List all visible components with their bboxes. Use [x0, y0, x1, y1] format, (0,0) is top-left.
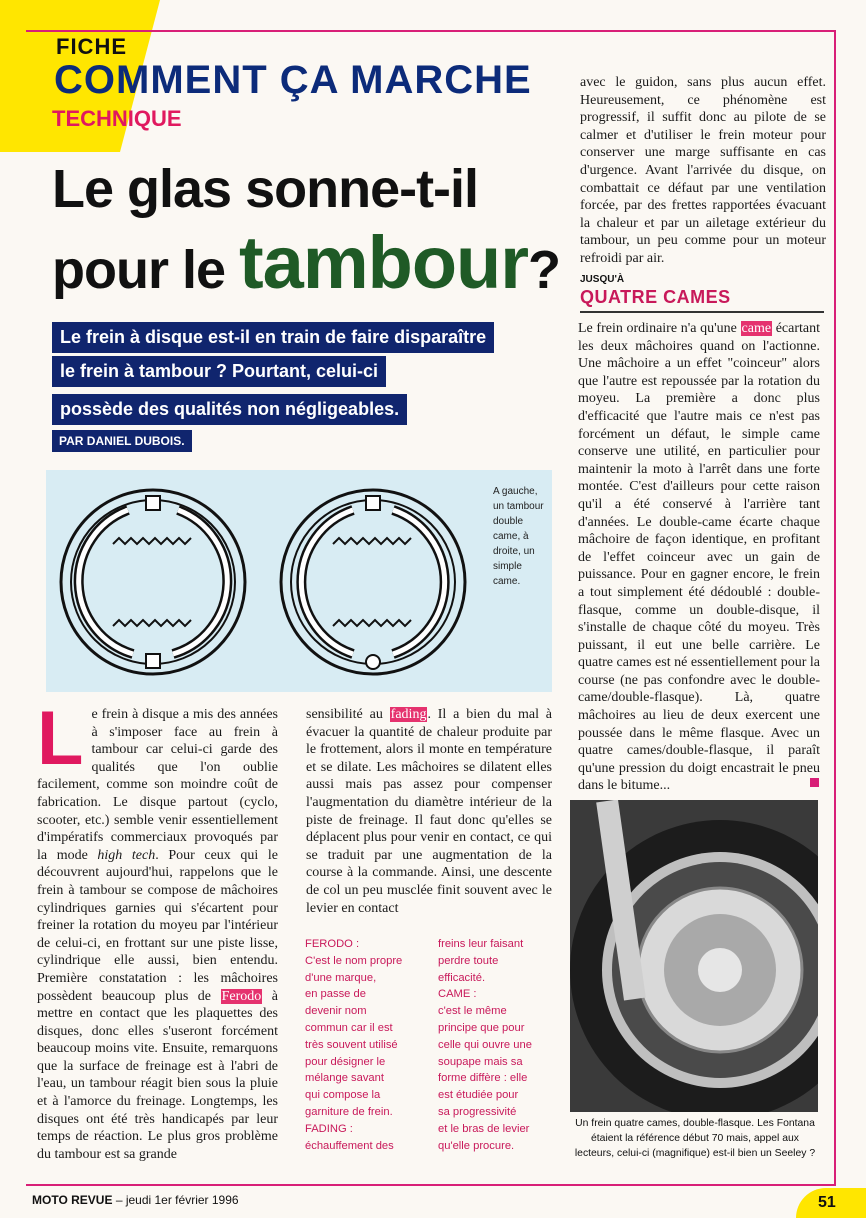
four-cam-brake-photo — [570, 800, 818, 1112]
end-of-article-mark — [810, 778, 819, 787]
article-column-3-bottom: Le frein ordinaire n'a qu'une came écartant les deux mâchoires quand on l'actionne. Une mâchoire a un effet "coinceur" alors que l'autre est repoussée par la rotation du moyeu. La première a donc plus d'efficacité que l'autre mais ce n'est pas forcément un défaut, le simple came conserve une utilité, en particulier pour maintenir la moto à l'arrêt dans une forte montée. C'est d'ailleurs pour cette raison qu'il a été conservé à l'arrière tant d'années. Le double-came écarte chaque mâchoire de façon identique, en profitant de l'effet coinceur avec un gain de puissance. Pour en gagner encore, le frein a tout simplement été dédoublé : double-flasque, comme un double-disque, il s'installe de chaque côté du moyeu. Très puissant, il eut une belle carrière. Le quatre cames est né essentiellement pour la course (ne pas confondre avec le double-came/double-flasque). Là, quatre mâchoires au lieu de deux exercent une poussée dans le même flasque. Avec un quatre cames/double-flasque, il paraît qu'une pression du doigt encastrait le pneu dans le bitume... — [578, 321, 821, 794]
section-title: COMMENT ÇA MARCHE — [54, 58, 532, 102]
section-label-technique: TECHNIQUE — [52, 106, 182, 131]
article-column-2: sensibilité au fading. Il a bien du mal à évacuer la quantité de chaleur produite par le frottement, alors il monte en température et se dilate. Les mâchoires se dilatent elles aussi mais pas assez pour compenser l'augmentation du diamètre intérieur de la piste de freinage. Il faut donc qu'elles se déplacent plus pour venir en contact, ce qui se traduit par une augmentation de la course à la commande. Ainsi, une descente de col un peu musclée finit souvent avec le levier en contact — [306, 707, 553, 916]
article-column-3-top: avec le guidon, sans plus aucun effet. Heureusement, ce phénomène est progressif, il suffit donc au pilote de se calmer et d'utiliser le frein moteur pour conserver une marge suffisante en cas d'urgence. Avant l'arrivée du disque, on combattait ce défaut par une ventilation forcée, par des frettes rapportées évacuant la chaleur et par un ailetage extérieur du tambour, un peu comme pour un moteur refroidi par air. — [580, 75, 826, 266]
highlight-came: came — [741, 321, 772, 336]
headline-keyword: tambour — [239, 221, 529, 304]
headline-line1: Le glas sonne-t-il — [52, 159, 479, 219]
double-cam-drum-icon — [61, 490, 245, 674]
byline: PAR DANIEL DUBOIS. — [52, 430, 552, 452]
single-cam-drum-icon — [281, 490, 465, 674]
section-label-fiche: FICHE — [56, 34, 127, 59]
footer-credit: MOTO REVUE – jeudi 1er février 1996 — [32, 1193, 239, 1207]
page-number: 51 — [818, 1194, 836, 1211]
glossary-column-a: FERODO : C'est le nom propre d'une marque, en passe de devenir nom commun car il est très souvent utilisé pour désigner le mélange savant qui compose la garniture de frein. FADING : échauffement des — [305, 938, 403, 1152]
glossary-column-b: freins leur faisant perdre toute efficacité. CAME : c'est le même principe que pour celle qui ouvre une soupape mais sa forme diffère : elle est étudiée pour sa progressivité et le bras de levier qu'elle procure. — [438, 938, 532, 1152]
drum-brake-diagram — [46, 470, 552, 692]
headline-question: ? — [528, 240, 561, 300]
drum-diagrams-svg — [46, 470, 552, 692]
subhead: QUATRE CAMES — [580, 287, 731, 307]
headline-prefix: pour le — [52, 240, 226, 300]
page-number-tab — [796, 1188, 866, 1218]
wheel-photo-illustration — [570, 800, 818, 1112]
chapo-line-1: Le frein à disque est-il en train de faire disparaître — [52, 322, 552, 353]
chapo-line-3: possède des qualités non négligeables. — [52, 394, 552, 425]
subhead-kicker: JUSQU'À — [580, 274, 625, 285]
chapo-line-2: le frein à tambour ? Pourtant, celui-ci — [52, 356, 552, 387]
dropcap: L — [37, 696, 84, 781]
subhead-rule — [580, 311, 824, 313]
highlight-ferodo: Ferodo — [221, 988, 262, 1004]
highlight-fading: fading — [390, 707, 427, 722]
photo-caption: Un frein quatre cames, double-flasque. Les Fontana étaient la référence début 70 mais, appel aux lecteurs, celui-ci (magnifique) est-il bien un Seeley ? — [574, 1118, 816, 1159]
article-column-1: Le frein à disque a mis des années à s'imposer face au frein à tambour car celui-ci garde des qualités que l'on oublie facilement, comme son moindre coût de fabrication. Le disque partout (cyclo, scooter, etc.) semble venir essentiellement d'impératifs commerciaux provoqués par la mode high tech. Pour ceux qui le découvrent aujourd'hui, rappelons que le frein à tambour se compose de mâchoires cylindriques garnies qui s'écartent pour freiner la rotation du moyeu par l'intérieur de celui-ci, en frottant sur une piste lisse, cylindrique elle aussi, bien entendu. Première constatation : les mâchoires possèdent beaucoup plus de Ferodo à mettre en contact que les plaquettes des disques, donc elles s'useront forcément beaucoup moins vite. Ensuite, remarquons que la surface de freinage est à l'abri de l'eau, un tambour réagit bien sous la pluie et à l'amorce du freinage. Longtemps, les disques ont été très handicapés par leur temps de réaction. Le plus gros problème du tambour est sa grande — [37, 696, 279, 1162]
diagram-caption: A gauche, un tambour double came, à droite, un simple came. — [493, 486, 544, 587]
headline-line2 — [52, 220, 560, 305]
